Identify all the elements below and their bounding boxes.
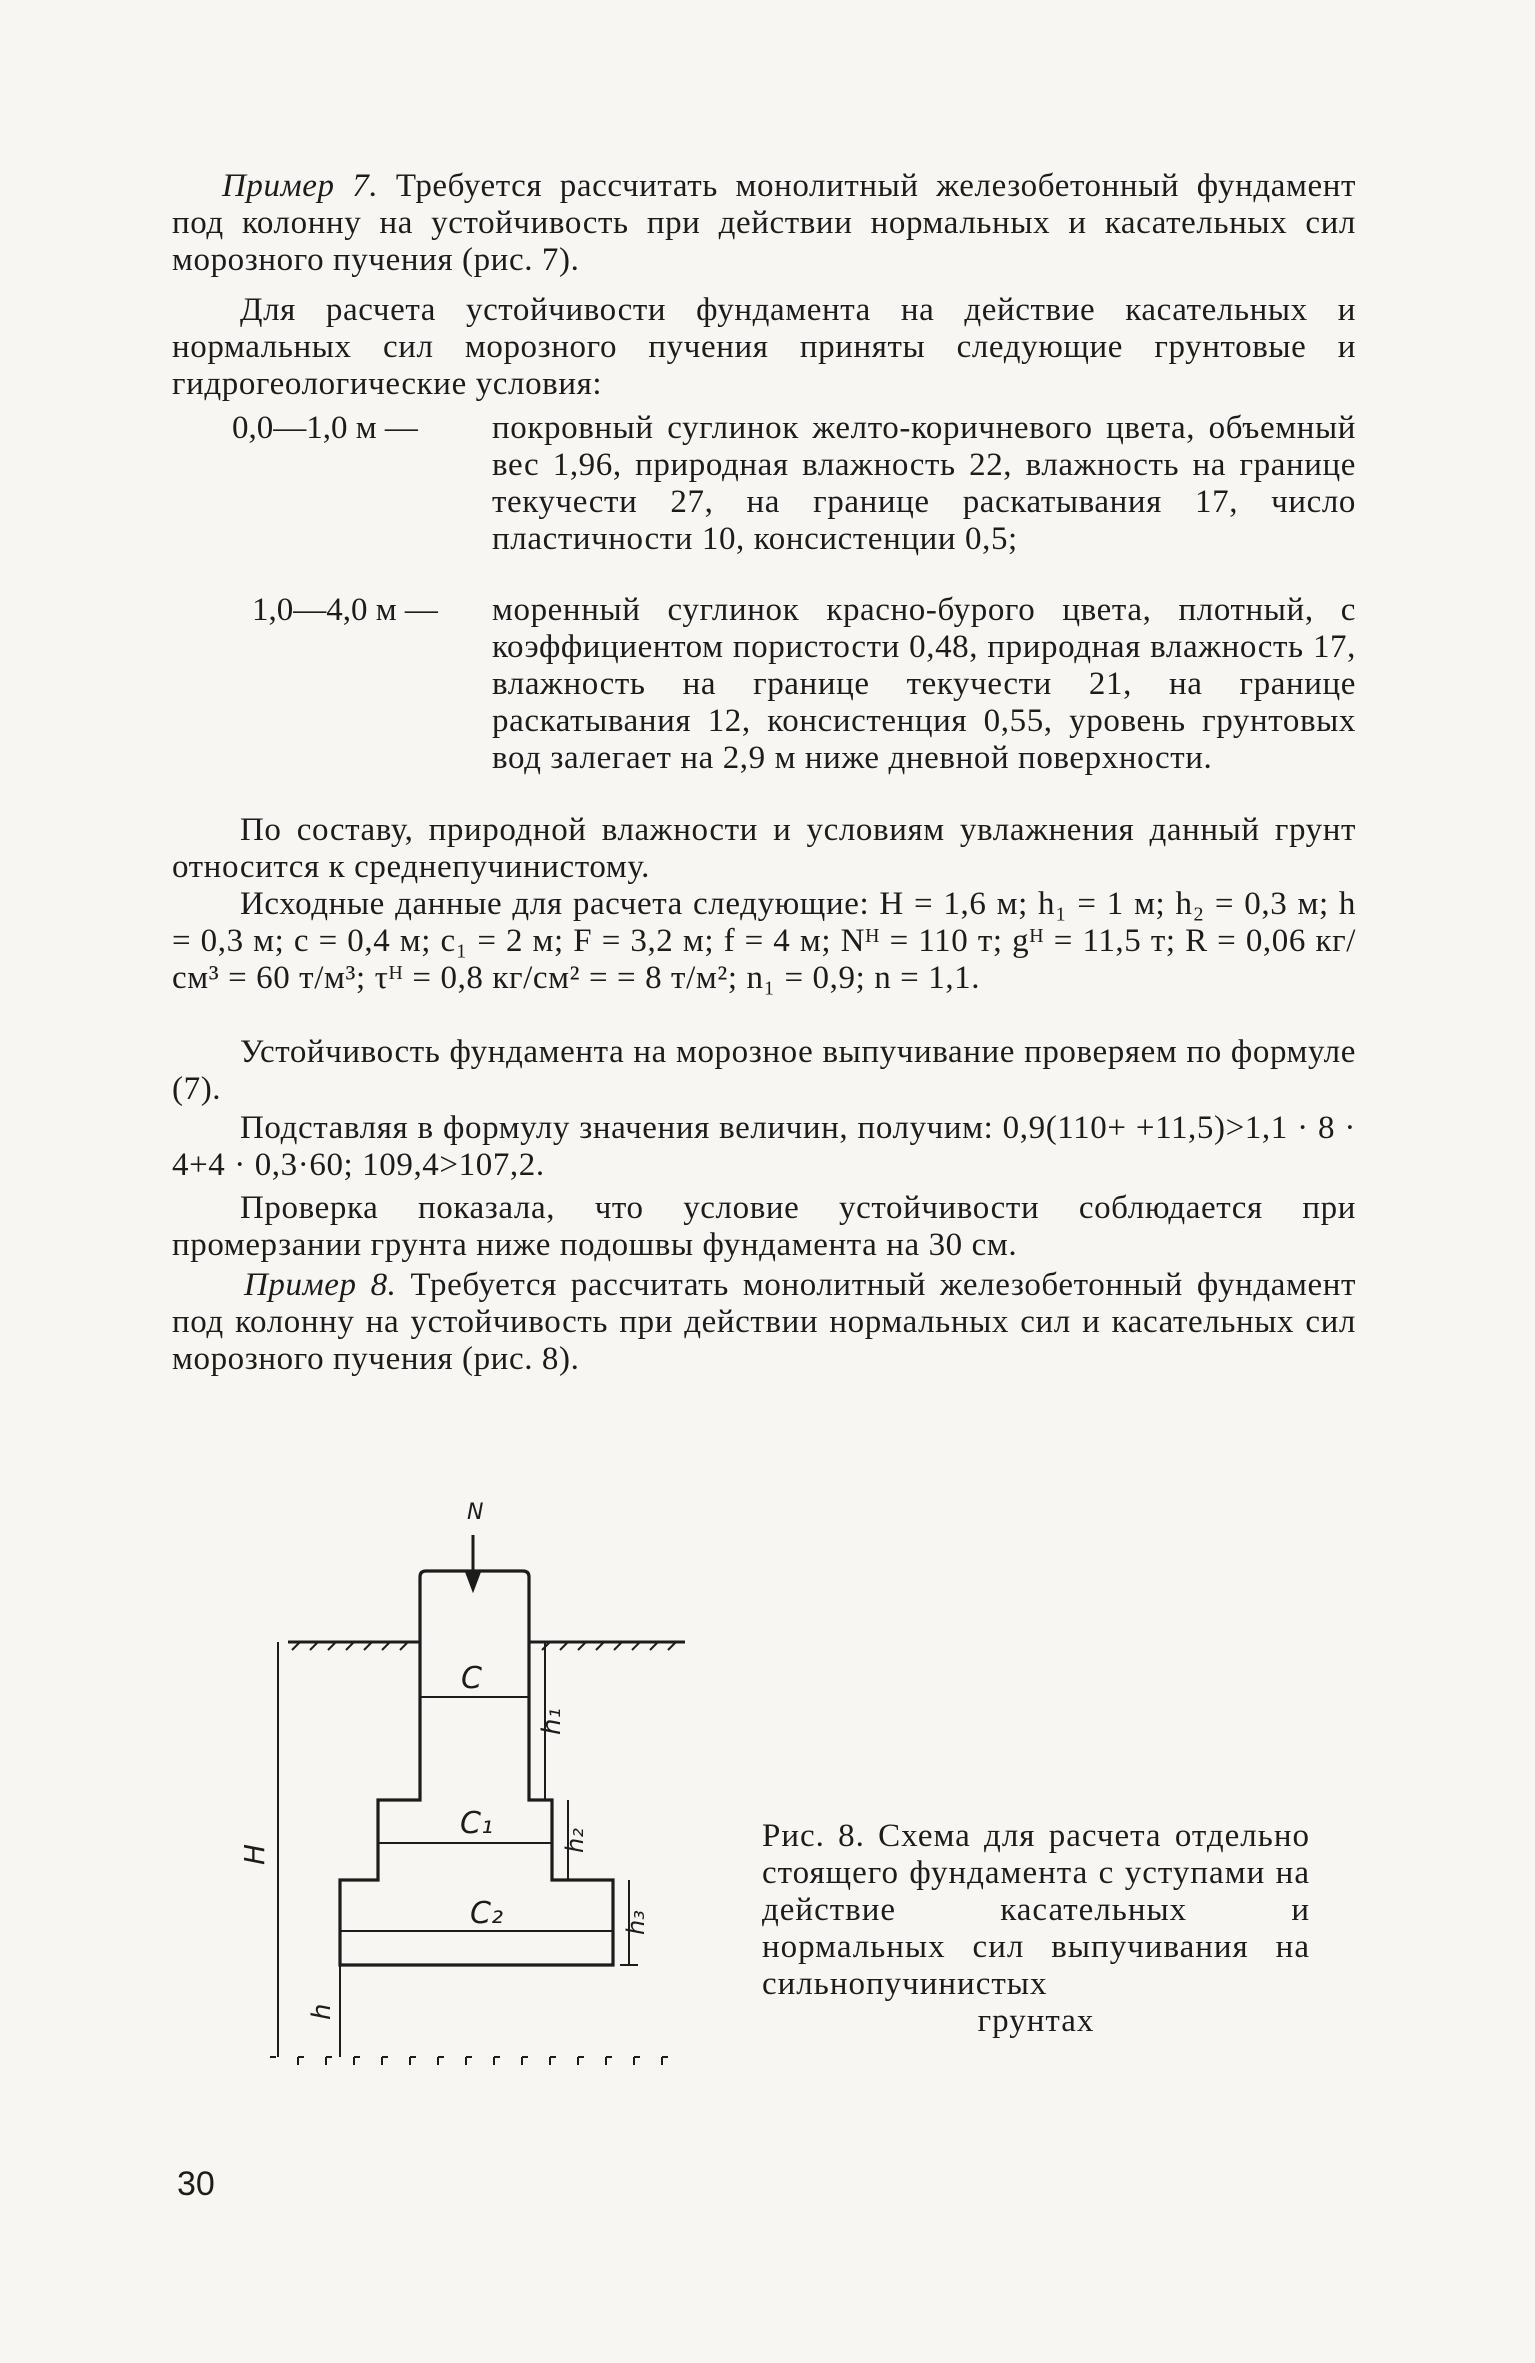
- example7-text: Требуется рассчитать монолитный железобетонный фундамент под колонну на устойчивость при действии нормальных и касательных сил морозного пучения (рис. 7).: [172, 168, 1356, 278]
- figure-caption: [762, 1818, 1310, 2040]
- label-c: C: [461, 1661, 482, 1696]
- freezing-boundary-ticks: [298, 2057, 662, 2065]
- label-c1: C₁: [460, 1806, 493, 1841]
- label-h3: h₃: [622, 1910, 650, 1935]
- layer-1-row: [172, 410, 1356, 590]
- substitution-paragraph: Подставляя в формулу значения величин, получим: 0,9(110+ +11,5)>1,1 · 8 · 4+4 · 0,3·60; 109,4>107,2.: [172, 1110, 1356, 1183]
- example8-text: Требуется рассчитать монолитный железобетонный фундамент под колонну на устойчивость при действии нормальных сил и касательных сил морозного пучения (рис. 8).: [172, 1267, 1356, 1377]
- label-c2: C₂: [470, 1896, 503, 1931]
- check-formula-paragraph: Устойчивость фундамента на морозное выпучивание проверяем по формуле (7).: [172, 1034, 1356, 1107]
- label-h-total: H: [238, 1843, 271, 1865]
- example7-paragraph: [172, 168, 1356, 279]
- layer-2-row: [172, 592, 1356, 812]
- layer-2-description: моренный суглинок красно-бурого цвета, плотный, с коэффициентом пористости 0,48, природная влажность 17, влажность на границе текучести 21, на границе раскатывания 12, консистенция 0,55, уровень грунтовых вод залегает на 2,9 м ниже дневной поверхности.: [492, 592, 1356, 776]
- example7-title: Пример 7.: [222, 168, 379, 204]
- soil-type-paragraph: По составу, природной влажности и условиям увлажнения данный грунт относится к среднепучинистому.: [172, 812, 1356, 885]
- layer-2-depth: 1,0—4,0 м —: [252, 592, 438, 628]
- example8-title: Пример 8.: [244, 1267, 397, 1303]
- example8-paragraph: [172, 1267, 1356, 1378]
- layer-1-depth: 0,0—1,0 м —: [232, 410, 418, 446]
- figure-caption-last: грунтах: [977, 2003, 1095, 2039]
- input-data-paragraph: Исходные данные для расчета следующие: H = 1,6 м; h₁ = 1 м; h₂ = 0,3 м; h = 0,3 м; c = 0,4 м; c₁ = 2 м; F = 3,2 м; f = 4 м; Nᴴ = 110 т; gᴴ = 11,5 т; R = 0,06 кг/см³ = 60 т/м³; τᴴ = 0,8 кг/см² = = 8 т/м²; n₁ = 0,9; n = 1,1.: [172, 886, 1356, 996]
- label-h1: h₁: [537, 1708, 567, 1735]
- label-n: N: [467, 1500, 484, 1525]
- figure-caption-main: Рис. 8. Схема для расчета отдельно стоящего фундамента с уступами на действие касательных и нормальных сил выпучивания на сильнопучинистых: [762, 1818, 1310, 2002]
- label-h: h: [307, 2003, 337, 2020]
- page-number: 30: [177, 2165, 215, 2203]
- layer-1-description: покровный суглинок желто-коричневого цвета, объемный вес 1,96, природная влажность 22, влажность на границе текучести 27, на границе раскатывания 17, число пластичности 10, консистенции 0,5;: [492, 410, 1356, 557]
- conditions-intro: Для расчета устойчивости фундамента на действие касательных и нормальных сил морозного пучения приняты следующие грунтовые и гидрогеологические условия:: [172, 292, 1356, 402]
- load-arrow-head: [467, 1573, 479, 1589]
- result-paragraph: Проверка показала, что условие устойчивости соблюдается при промерзании грунта ниже подошвы фундамента на 30 см.: [172, 1190, 1356, 1263]
- label-h2: h₂: [561, 1828, 589, 1853]
- foundation-diagram: [180, 1485, 720, 2075]
